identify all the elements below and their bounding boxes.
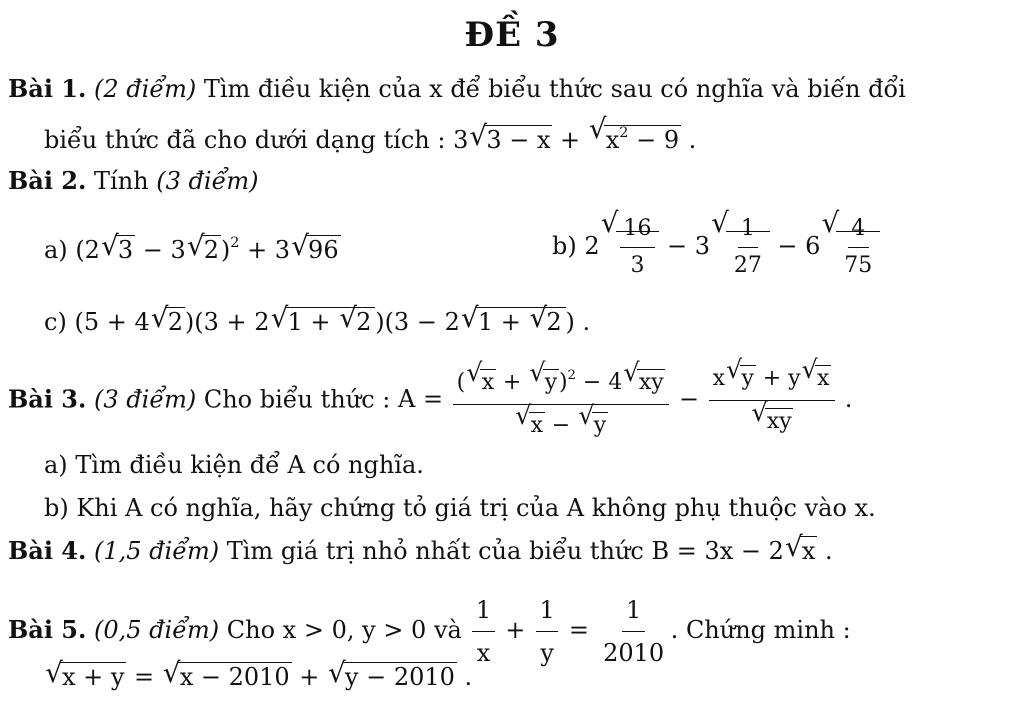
problem-2-header	[8, 166, 258, 196]
problem-2a	[44, 228, 341, 265]
problem-2-intro: Tính	[94, 167, 149, 195]
problem-1-expression: 3√ 3 − x + √ $x^2 - 9$ .	[453, 126, 696, 154]
problem-3a	[44, 450, 424, 480]
problem-1-line-1	[8, 74, 906, 104]
problem-2b-expression: 2 √ $\frac{16}{3}$ − 3 √ $\frac{1}{27}$ − 6 √ $\frac{4}{75}$	[584, 232, 880, 260]
problem-2b-label: b)	[552, 232, 577, 260]
problem-5-line-2	[44, 662, 472, 692]
problem-3-line	[8, 356, 852, 446]
problem-2b	[552, 212, 880, 283]
problem-1-text: Tìm điều kiện của x để biểu thức sau có nghĩa và biến đổi	[203, 75, 906, 103]
problem-3a-label: a)	[44, 451, 68, 479]
problem-2-points: (3 điểm)	[156, 167, 259, 195]
problem-5-text-1: Cho	[226, 616, 276, 644]
problem-3-expression: A = (√ x + √ y)$^2$ − 4√ xy √ x − √ y − x√ y + y√ x √ xy .	[398, 385, 852, 413]
problem-5-condition: x > 0, y > 0	[282, 616, 427, 644]
problem-4-points: (1,5 điểm)	[94, 537, 220, 565]
problem-3b	[44, 493, 876, 523]
problem-3-points: (3 điểm)	[94, 385, 197, 414]
problem-2c-expression: (5 + 4√ 2)(3 + 2√ 1 + √ 2 )(3 − 2√ 1 + √ 2 ) .	[74, 308, 590, 336]
problem-4-label: Bài 4.	[8, 536, 87, 565]
problem-5-points: (0,5 điểm)	[94, 616, 220, 644]
problem-5-label: Bài 5.	[8, 615, 87, 644]
problem-2a-label: a)	[44, 235, 68, 264]
problem-4-expression: B = 3x − 2√ x .	[651, 537, 832, 565]
problem-5-text-3: Chứng minh :	[685, 616, 851, 644]
problem-2c-label: c)	[44, 308, 67, 336]
problem-3b-label: b)	[44, 494, 69, 522]
problem-5-line-1	[8, 590, 851, 673]
problem-2-label: Bài 2.	[8, 166, 87, 195]
problem-4-line	[8, 536, 833, 566]
problem-5-text-2: và	[433, 616, 462, 644]
problem-5-expression: √ x + y = √ x − 2010 + √ y − 2010 .	[44, 663, 472, 691]
problem-3-intro: Cho biểu thức :	[203, 385, 391, 414]
problem-2a-expression: (2√ 3 − 3√ 2)$^2$ + 3√ 96	[75, 236, 340, 264]
problem-3b-text: Khi A có nghĩa, hãy chứng tỏ giá trị của A không phụ thuộc vào x.	[76, 494, 876, 522]
problem-2c	[44, 307, 590, 337]
problem-3-label: Bài 3.	[8, 384, 87, 414]
problem-5-equation: $\frac{1}{x}$ + $\frac{1}{y}$ = $\frac{1}{2010}$ .	[469, 616, 678, 644]
problem-1-points: (2 điểm)	[94, 75, 197, 103]
page-title: ĐỀ 3	[464, 15, 560, 55]
problem-1-text-2: biểu thức đã cho dưới dạng tích :	[44, 125, 446, 154]
problem-1-label: Bài 1.	[8, 74, 87, 103]
problem-1-line-2	[44, 118, 696, 155]
problem-4-text: Tìm giá trị nhỏ nhất của biểu thức	[226, 537, 644, 565]
problem-3a-text: Tìm điều kiện để A có nghĩa.	[75, 451, 424, 479]
